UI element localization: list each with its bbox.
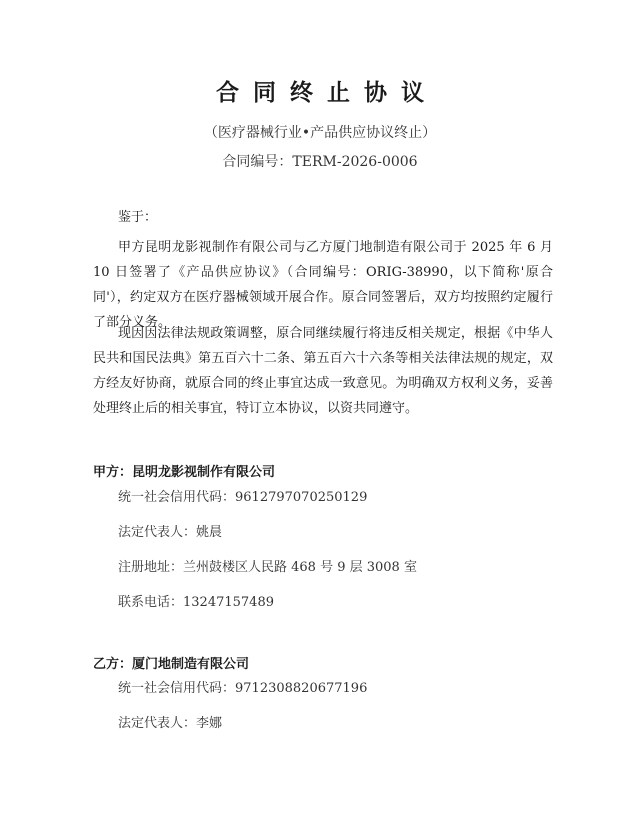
party-b-credit-code: 统一社会信用代码：9712308820677196 [118,681,368,696]
recital-paragraph-1: 甲方昆明龙影视制作有限公司与乙方厦门地制造有限公司于 2025 年 6 月 10 日签署了《产品供应协议》（合同编号：ORIG-38990，以下简称'原合同'），约定双方在医疗器械领域开展合作。原合同签署后，双方均按照约定履行了部分义务。 [93,240,553,330]
party-a-legal-rep: 法定代表人：姚晨 [118,525,223,540]
party-a-address: 注册地址：兰州鼓楼区人民路 468 号 9 层 3008 室 [118,560,417,575]
contract-number: 合同编号：TERM-2026-0006 [222,154,418,170]
party-a-phone: 联系电话：13247157489 [118,595,274,610]
party-b-heading: 乙方：厦门地制造有限公司 [93,657,250,672]
document-title: 合同终止协议 [216,80,438,106]
party-a-heading: 甲方：昆明龙影视制作有限公司 [93,465,276,480]
party-a-credit-code: 统一社会信用代码：9612797070250129 [118,490,368,505]
party-b-legal-rep: 法定代表人：李娜 [118,716,223,731]
whereas-label: 鉴于： [118,210,158,225]
document-subtitle: （医疗器械行业•产品供应协议终止） [203,125,437,141]
recital-paragraph-2: 现因因法律法规政策调整，原合同继续履行将违反相关规定，根据《中华人民共和国民法典》第五百六十二条、第五百六十六条等相关法律法规的规定，双方经友好协商，就原合同的终止事宜达成一致意见。为明确双方权利义务，妥善处理终止后的相关事宜，特订立本协议，以资共同遵守。 [93,326,553,416]
